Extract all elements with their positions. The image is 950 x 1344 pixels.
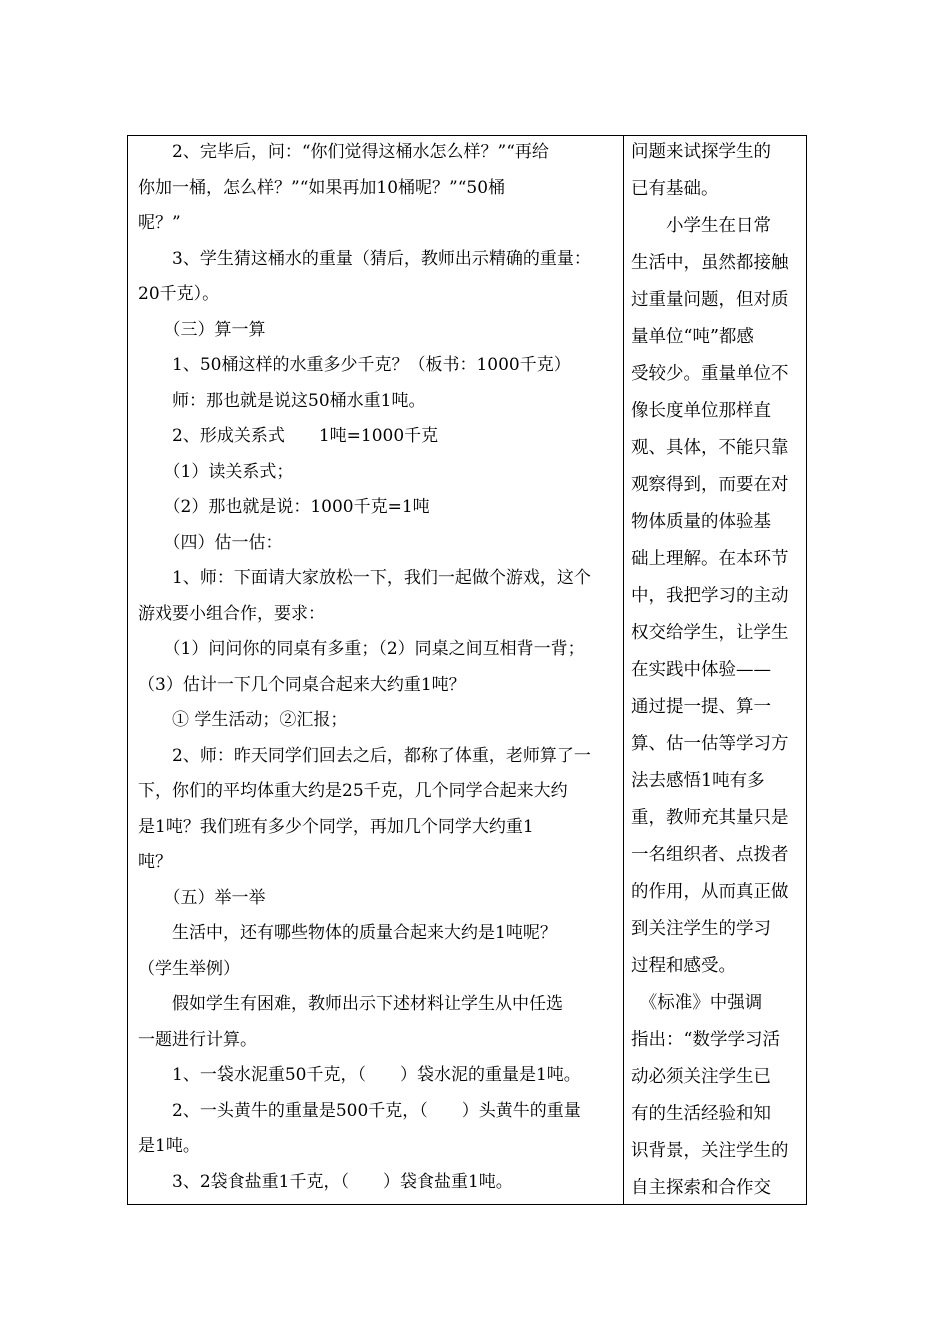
left-text-line-28: 2、一头黄牛的重量是500千克，（ ）头黄牛的重量 bbox=[138, 1100, 581, 1121]
right-text-line-28: 识背景，关注学生的 bbox=[631, 1141, 789, 1161]
left-text-line-5: 20千克）。 bbox=[138, 284, 220, 304]
left-text-line-14: 游戏要小组合作，要求： bbox=[138, 603, 325, 624]
right-text-line-20: 一名组织者、点拨者 bbox=[631, 845, 789, 865]
left-text-line-25: 假如学生有困难，教师出示下述材料让学生从中任选 bbox=[138, 994, 563, 1014]
right-text-line-2: 已有基础。 bbox=[631, 179, 719, 199]
left-text-line-6: （三）算一算 bbox=[138, 319, 266, 340]
right-text-line-17: 算、估一估等学习方 bbox=[631, 734, 789, 754]
right-text-line-18: 法去感悟1吨有多 bbox=[631, 771, 765, 791]
right-text-line-27: 有的生活经验和知 bbox=[631, 1104, 771, 1124]
left-text-line-26: 一题进行计算。 bbox=[138, 1029, 257, 1050]
left-text-line-13: 1、师：下面请大家放松一下，我们一起做个游戏，这个 bbox=[138, 568, 591, 588]
right-text-line-13: 中，我把学习的主动 bbox=[631, 586, 789, 606]
right-text-line-16: 通过提一提、算一 bbox=[631, 697, 771, 717]
left-text-line-3: 呢？” bbox=[138, 213, 181, 233]
left-text-line-30: 3、2袋食盐重1千克，（ ）袋食盐重1吨。 bbox=[138, 1171, 513, 1192]
right-text-line-5: 过重量问题，但对质 bbox=[631, 290, 789, 310]
left-text-line-21: 吨？ bbox=[138, 852, 172, 872]
lesson-plan-table bbox=[127, 135, 807, 1205]
left-text-line-8: 师：那也就是说这50桶水重1吨。 bbox=[138, 390, 426, 411]
left-text-line-16: （3）估计一下几个同桌合起来大约重1吨？ bbox=[138, 674, 466, 695]
right-text-line-26: 动必须关注学生已 bbox=[631, 1067, 771, 1087]
right-text-line-21: 的作用，从而真正做 bbox=[631, 882, 789, 902]
left-text-line-4: 3、学生猜这桶水的重量（猜后，教师出示精确的重量： bbox=[138, 248, 591, 269]
left-text-line-24: （学生举例） bbox=[138, 958, 240, 979]
right-text-line-25: 指出：“数学学习活 bbox=[631, 1030, 780, 1050]
right-text-line-9: 观、具体，不能只靠 bbox=[631, 438, 789, 458]
right-text-line-29: 自主探索和合作交 bbox=[631, 1178, 771, 1198]
right-text-line-10: 观察得到，而要在对 bbox=[631, 475, 789, 495]
right-text-line-19: 重，教师充其量只是 bbox=[631, 808, 789, 828]
right-text-line-11: 物体质量的体验基 bbox=[631, 512, 771, 532]
left-text-line-22: （五）举一举 bbox=[138, 887, 266, 908]
left-text-line-10: （1）读关系式； bbox=[138, 461, 294, 482]
left-text-line-20: 是1吨？我们班有多少个同学，再加几个同学大约重1 bbox=[138, 816, 534, 837]
right-text-line-1: 问题来试探学生的 bbox=[631, 142, 771, 162]
left-text-line-27: 1、一袋水泥重50千克，（ ）袋水泥的重量是1吨。 bbox=[138, 1065, 581, 1085]
left-text-line-11: （2）那也就是说：1000千克=1吨 bbox=[138, 497, 430, 517]
right-text-line-7: 受较少。重量单位不 bbox=[631, 364, 789, 384]
right-text-line-12: 础上理解。在本环节 bbox=[631, 549, 789, 569]
right-text-line-4: 生活中，虽然都接触 bbox=[631, 253, 789, 273]
left-text-line-23: 生活中，还有哪些物体的质量合起来大约是1吨呢？ bbox=[138, 923, 557, 943]
right-text-line-15: 在实践中体验—— bbox=[631, 660, 771, 680]
left-text-line-19: 下，你们的平均体重大约是25千克，几个同学合起来大约 bbox=[138, 781, 568, 801]
left-text-line-9: 2、形成关系式 1吨=1000千克 bbox=[138, 426, 439, 446]
teaching-process-column bbox=[128, 136, 624, 1204]
left-text-line-7: 1、50桶这样的水重多少千克？（板书：1000千克） bbox=[138, 355, 571, 375]
left-text-line-17: ① 学生活动；②汇报； bbox=[138, 710, 348, 730]
right-text-line-8: 像长度单位那样直 bbox=[631, 401, 771, 421]
left-text-line-12: （四）估一估： bbox=[138, 532, 283, 553]
left-text-line-15: （1）问问你的同桌有多重；（2）同桌之间互相背一背； bbox=[138, 639, 585, 659]
left-text-line-29: 是1吨。 bbox=[138, 1136, 200, 1156]
right-text-line-14: 权交给学生，让学生 bbox=[631, 623, 789, 643]
right-text-line-6: 量单位“吨”都感 bbox=[631, 327, 754, 347]
right-text-line-3: 小学生在日常 bbox=[631, 216, 771, 236]
left-text-line-1: 2、完毕后，问：“你们觉得这桶水怎么样？”“再给 bbox=[138, 142, 549, 162]
design-intent-column bbox=[624, 136, 806, 1204]
right-text-line-22: 到关注学生的学习 bbox=[631, 919, 771, 939]
right-text-line-24: 《标准》中强调 bbox=[631, 993, 763, 1013]
right-text-line-23: 过程和感受。 bbox=[631, 956, 736, 976]
left-text-line-18: 2、师：昨天同学们回去之后，都称了体重，老师算了一 bbox=[138, 745, 591, 766]
left-text-line-2: 你加一桶，怎么样？”“如果再加10桶呢？”“50桶 bbox=[138, 177, 506, 198]
